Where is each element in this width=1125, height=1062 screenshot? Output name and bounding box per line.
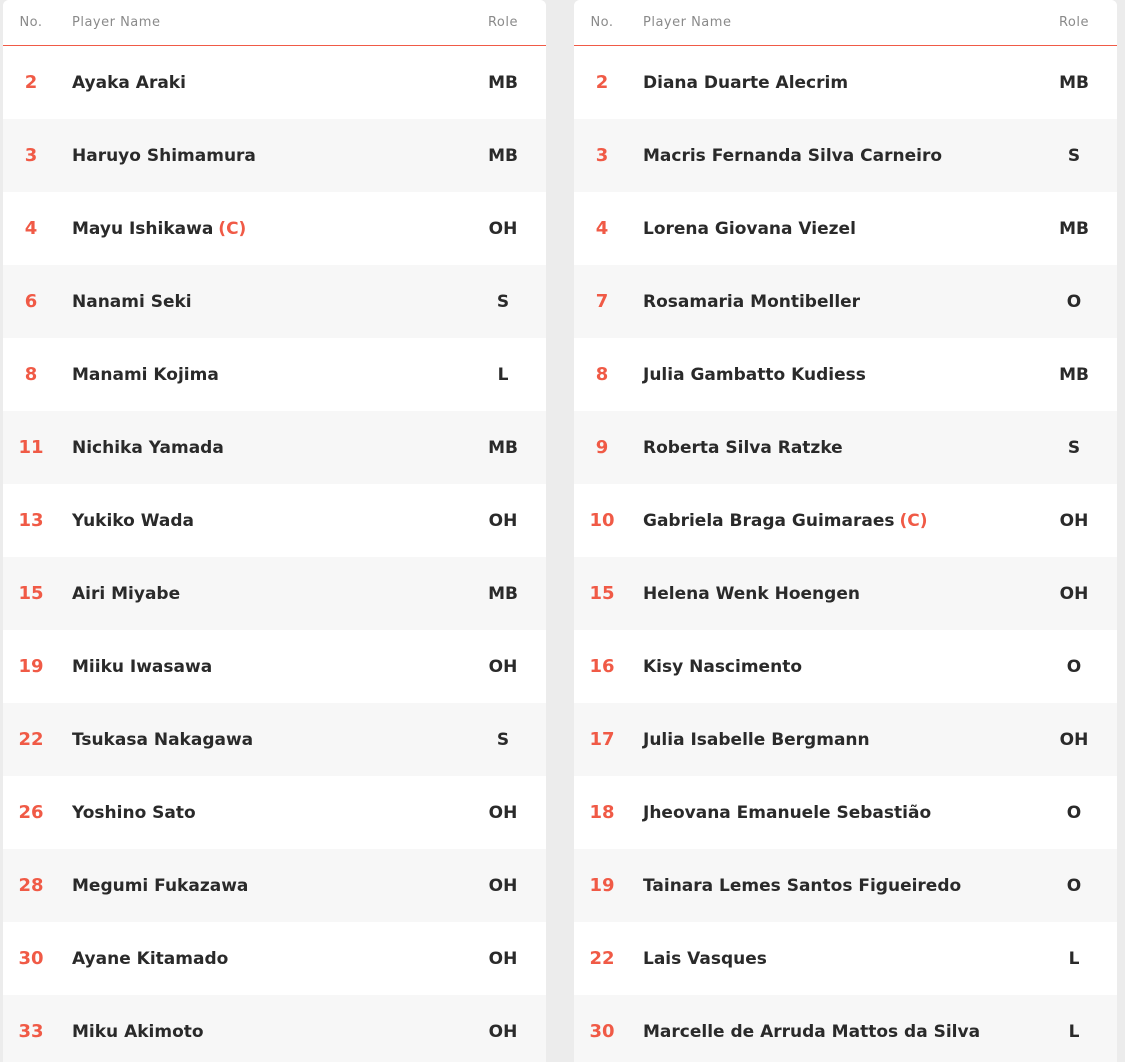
captain-badge: (C) (218, 218, 247, 239)
player-number: 22 (18, 729, 44, 750)
player-name-cell (630, 657, 1031, 677)
player-role: O (1066, 875, 1082, 896)
player-name-cell (630, 511, 1031, 531)
player-name: Miku Akimoto (72, 1021, 204, 1042)
player-name: Airi Miyabe (72, 583, 181, 604)
player-role: OH (1059, 583, 1089, 604)
player-number: 17 (589, 729, 615, 750)
player-name-cell (59, 292, 460, 312)
player-role: O (1066, 802, 1082, 823)
player-number: 4 (595, 218, 609, 239)
player-name-cell (59, 511, 460, 531)
player-row (3, 192, 546, 265)
player-name: Manami Kojima (72, 364, 219, 385)
player-name-cell (59, 365, 460, 385)
player-role: OH (1059, 729, 1089, 750)
roster-body (574, 46, 1117, 1062)
player-number: 19 (589, 875, 615, 896)
roster-header (3, 0, 546, 46)
player-row (574, 411, 1117, 484)
player-row (3, 995, 546, 1062)
player-name-cell (630, 438, 1031, 458)
player-name-cell (630, 1022, 1031, 1042)
player-number: 15 (589, 583, 615, 604)
player-name: Tainara Lemes Santos Figueiredo (643, 875, 962, 896)
roster-table-left (3, 0, 546, 1062)
player-name-cell (59, 949, 460, 969)
player-name: Nanami Seki (72, 291, 192, 312)
player-number: 26 (18, 802, 44, 823)
player-row (574, 46, 1117, 119)
player-role: OH (488, 510, 518, 531)
player-name: Diana Duarte Alecrim (643, 72, 849, 93)
number-column-header: No. (590, 15, 614, 30)
player-name: Ayaka Araki (72, 72, 186, 93)
player-number: 2 (24, 72, 38, 93)
player-name-cell (630, 876, 1031, 896)
player-row (3, 119, 546, 192)
player-name-cell (630, 292, 1031, 312)
player-number: 22 (589, 948, 615, 969)
player-number: 15 (18, 583, 44, 604)
player-number: 2 (595, 72, 609, 93)
player-name-cell (630, 584, 1031, 604)
player-name-cell (59, 876, 460, 896)
player-row (3, 922, 546, 995)
player-row (3, 557, 546, 630)
player-name: Kisy Nascimento (643, 656, 802, 677)
player-row (574, 703, 1117, 776)
player-name: Julia Gambatto Kudiess (643, 364, 866, 385)
player-row (574, 849, 1117, 922)
player-role: OH (1059, 510, 1089, 531)
player-role: MB (1059, 218, 1089, 239)
player-name-cell (59, 1022, 460, 1042)
player-row (3, 411, 546, 484)
player-number: 9 (595, 437, 609, 458)
player-role: OH (488, 218, 518, 239)
player-role: MB (488, 437, 518, 458)
player-name: Yoshino Sato (72, 802, 196, 823)
player-name-cell (630, 365, 1031, 385)
player-name: Haruyo Shimamura (72, 145, 256, 166)
player-number: 18 (589, 802, 615, 823)
role-column-header: Role (1058, 15, 1089, 30)
player-row (3, 703, 546, 776)
player-row (3, 338, 546, 411)
player-role: S (1067, 145, 1081, 166)
player-role: OH (488, 1021, 518, 1042)
player-role: MB (1059, 72, 1089, 93)
player-name: Julia Isabelle Bergmann (643, 729, 870, 750)
player-number: 19 (18, 656, 44, 677)
player-name: Miiku Iwasawa (72, 656, 213, 677)
player-role: OH (488, 656, 518, 677)
captain-badge: (C) (899, 510, 928, 531)
player-number: 33 (18, 1021, 44, 1042)
player-name-cell (59, 584, 460, 604)
player-number: 7 (595, 291, 609, 312)
player-row (3, 265, 546, 338)
roster-table-right (574, 0, 1117, 1062)
player-number: 30 (18, 948, 44, 969)
player-role: O (1066, 291, 1082, 312)
player-role: L (1068, 1021, 1080, 1042)
player-row (3, 849, 546, 922)
player-role: MB (488, 72, 518, 93)
player-name: Tsukasa Nakagawa (72, 729, 254, 750)
player-name-cell (59, 438, 460, 458)
player-role: S (1067, 437, 1081, 458)
player-role: L (1068, 948, 1080, 969)
player-role: O (1066, 656, 1082, 677)
player-row (3, 630, 546, 703)
player-number: 8 (24, 364, 38, 385)
player-name: Roberta Silva Ratzke (643, 437, 843, 458)
player-name: Helena Wenk Hoengen (643, 583, 860, 604)
player-name: Gabriela Braga Guimaraes (643, 510, 895, 531)
player-row (574, 484, 1117, 557)
player-number: 3 (595, 145, 609, 166)
player-number: 3 (24, 145, 38, 166)
player-number: 16 (589, 656, 615, 677)
player-number: 28 (18, 875, 44, 896)
player-row (574, 557, 1117, 630)
player-name-cell (630, 219, 1031, 239)
player-role: OH (488, 802, 518, 823)
player-row (3, 776, 546, 849)
player-name: Marcelle de Arruda Mattos da Silva (643, 1021, 981, 1042)
player-row (574, 119, 1117, 192)
player-name-cell (59, 146, 460, 166)
player-role: MB (488, 145, 518, 166)
player-role: L (497, 364, 509, 385)
roster-header (574, 0, 1117, 46)
player-name-cell (630, 73, 1031, 93)
player-role: MB (488, 583, 518, 604)
player-name-cell (59, 730, 460, 750)
player-number: 11 (18, 437, 44, 458)
player-name: Mayu Ishikawa (72, 218, 214, 239)
player-row (574, 265, 1117, 338)
player-role: S (496, 729, 510, 750)
player-role: MB (1059, 364, 1089, 385)
player-name-cell (630, 146, 1031, 166)
player-number: 10 (589, 510, 615, 531)
player-row (574, 776, 1117, 849)
player-name-cell (59, 219, 460, 239)
player-name: Jheovana Emanuele Sebastião (643, 802, 932, 823)
player-row (3, 484, 546, 557)
player-name: Megumi Fukazawa (72, 875, 249, 896)
player-name-cell (59, 803, 460, 823)
player-row (3, 46, 546, 119)
number-column-header: No. (19, 15, 43, 30)
player-name: Lorena Giovana Viezel (643, 218, 856, 239)
player-name: Yukiko Wada (72, 510, 195, 531)
player-name-cell (630, 803, 1031, 823)
player-name: Nichika Yamada (72, 437, 224, 458)
player-number: 6 (24, 291, 38, 312)
player-role: S (496, 291, 510, 312)
player-role: OH (488, 948, 518, 969)
player-name: Lais Vasques (643, 948, 767, 969)
player-name: Macris Fernanda Silva Carneiro (643, 145, 943, 166)
roster-body (3, 46, 546, 1062)
player-number: 30 (589, 1021, 615, 1042)
player-name-cell (59, 73, 460, 93)
role-column-header: Role (487, 15, 518, 30)
player-name: Rosamaria Montibeller (643, 291, 861, 312)
player-name-column-header: Player Name (643, 15, 732, 30)
player-row (574, 192, 1117, 265)
player-row (574, 338, 1117, 411)
player-name-cell (630, 949, 1031, 969)
player-row (574, 630, 1117, 703)
player-number: 4 (24, 218, 38, 239)
player-row (574, 995, 1117, 1062)
player-row (574, 922, 1117, 995)
player-number: 8 (595, 364, 609, 385)
player-name-cell (59, 657, 460, 677)
player-name-column-header: Player Name (72, 15, 161, 30)
player-number: 13 (18, 510, 44, 531)
player-name-cell (630, 730, 1031, 750)
player-role: OH (488, 875, 518, 896)
player-name: Ayane Kitamado (72, 948, 229, 969)
